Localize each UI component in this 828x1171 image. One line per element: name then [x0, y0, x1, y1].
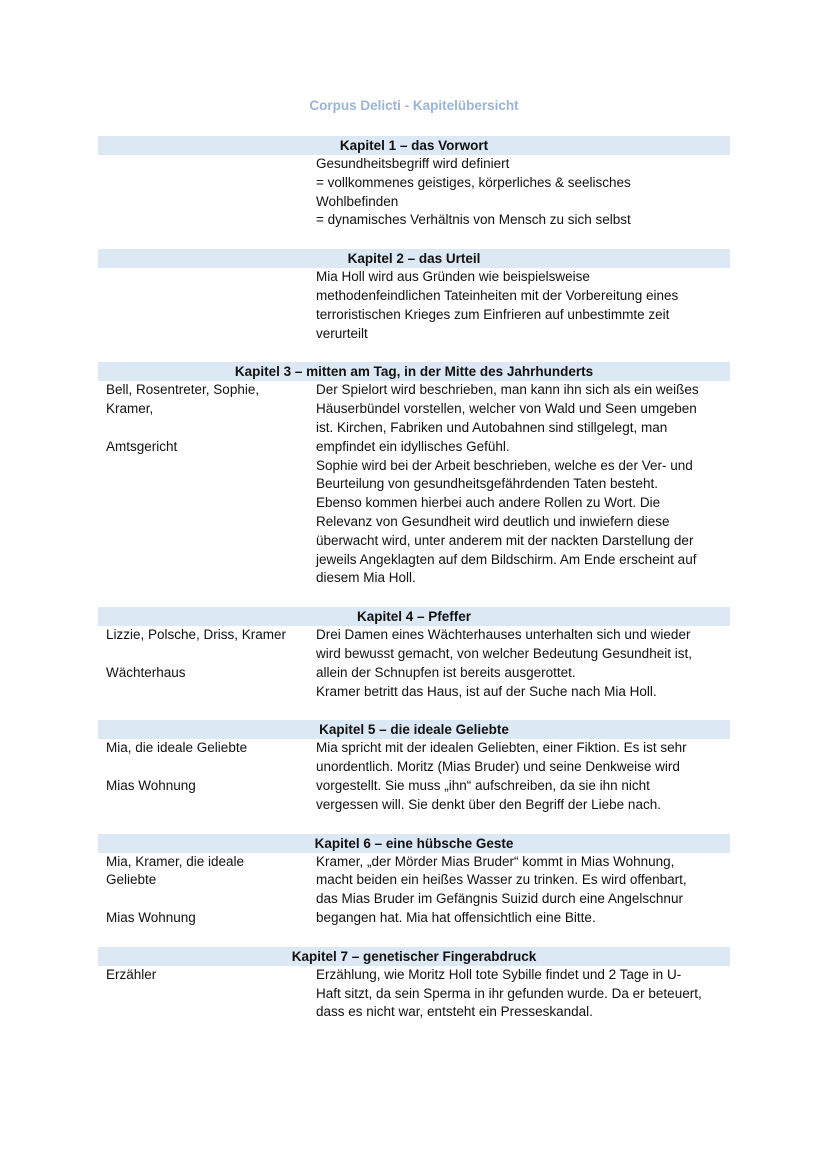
chapter-heading: Kapitel 7 – genetischer Fingerabdruck	[98, 947, 730, 966]
summary-line: Wohlbefinden	[316, 193, 399, 209]
summary-line: Häuserbündel vorstellen, welcher von Wald und Seen umgeben	[316, 401, 697, 417]
summary-line: Mia spricht mit der idealen Geliebten, einer Fiktion. Es ist sehr	[316, 740, 687, 756]
character-line	[106, 645, 308, 664]
chapter-section	[98, 249, 730, 343]
characters-location-column	[98, 155, 308, 230]
summary-line: unordentlich. Moritz (Mias Bruder) und seine Denkweise wird	[316, 759, 680, 775]
summary-line: = dynamisches Verhältnis von Mensch zu sich selbst	[316, 212, 631, 228]
chapter-heading: Kapitel 6 – eine hübsche Geste	[98, 834, 730, 853]
chapter-section	[98, 136, 730, 230]
characters-location-column	[98, 853, 308, 928]
chapter-heading: Kapitel 2 – das Urteil	[98, 249, 730, 268]
character-line: Mia, Kramer, die ideale	[106, 853, 245, 869]
chapter-body	[98, 381, 730, 588]
summary-column	[308, 853, 730, 928]
summary-line: Haft sitzt, da sein Sperma in ihr gefunden wurde. Da er beteuert,	[316, 985, 702, 1001]
summary-column	[308, 268, 730, 343]
character-line: Erzähler	[106, 966, 157, 982]
chapter-section	[98, 607, 730, 701]
summary-line: Ebenso kommen hierbei auch andere Rollen zu Wort. Die	[316, 495, 661, 511]
summary-column	[308, 966, 730, 1022]
chapter-heading: Kapitel 3 – mitten am Tag, in der Mitte des Jahrhunderts	[98, 362, 730, 381]
character-line: Lizzie, Polsche, Driss, Kramer	[106, 627, 287, 643]
chapter-overview-table	[98, 136, 730, 1041]
chapter-body	[98, 155, 730, 230]
summary-line: Sophie wird bei der Arbeit beschrieben, welche es der Ver- und	[316, 457, 693, 473]
summary-line: vergessen will. Sie denkt über den Begriff der Liebe nach.	[316, 796, 661, 812]
character-line	[106, 890, 308, 909]
characters-location-column	[98, 381, 308, 588]
summary-column	[308, 739, 730, 814]
summary-line: diesem Mia Holl.	[316, 570, 416, 586]
summary-line: terroristischen Krieges zum Einfrieren auf unbestimmte zeit	[316, 306, 670, 322]
character-line: Geliebte	[106, 872, 157, 888]
character-line: Wächterhaus	[106, 664, 186, 680]
summary-line: wird bewusst gemacht, von welcher Bedeutung Gesundheit ist,	[316, 645, 692, 661]
summary-line: Gesundheitsbegriff wird definiert	[316, 156, 510, 171]
summary-line: vorgestellt. Sie muss „ihn“ aufschreiben, da sie ihn nicht	[316, 777, 650, 793]
chapter-body	[98, 853, 730, 928]
character-line: Bell, Rosentreter, Sophie,	[106, 382, 260, 398]
summary-line: das Mias Bruder im Gefängnis Suizid durch eine Angelschnur	[316, 891, 683, 907]
summary-line: Mia Holl wird aus Gründen wie beispielsweise	[316, 269, 590, 285]
characters-location-column	[98, 966, 308, 1022]
summary-line: begangen hat. Mia hat offensichtlich eine Bitte.	[316, 909, 596, 925]
summary-line: jeweils Angeklagten auf dem Bildschirm. Am Ende erscheint auf	[316, 551, 697, 567]
chapter-section	[98, 720, 730, 814]
chapter-heading: Kapitel 1 – das Vorwort	[98, 136, 730, 155]
character-line	[106, 419, 308, 438]
chapter-body	[98, 626, 730, 701]
summary-line: Der Spielort wird beschrieben, man kann ihn sich als ein weißes	[316, 382, 699, 398]
chapter-body	[98, 966, 730, 1022]
characters-location-column	[98, 626, 308, 701]
summary-line: methodenfeindlichen Tateinheiten mit der Vorbereitung eines	[316, 287, 679, 303]
character-line: Mias Wohnung	[106, 777, 196, 793]
summary-column	[308, 626, 730, 701]
summary-line: Relevanz von Gesundheit wird deutlich und inwiefern diese	[316, 513, 670, 529]
summary-column	[308, 381, 730, 588]
summary-line: Drei Damen eines Wächterhauses unterhalten sich und wieder	[316, 627, 691, 643]
chapter-heading: Kapitel 5 – die ideale Geliebte	[98, 720, 730, 739]
summary-line: ist. Kirchen, Fabriken und Autobahnen sind stillgelegt, man	[316, 419, 668, 435]
summary-line: überwacht wird, unter anderem mit der nackten Darstellung der	[316, 532, 694, 548]
chapter-section	[98, 947, 730, 1022]
character-line: Kramer,	[106, 401, 154, 417]
character-line: Mia, die ideale Geliebte	[106, 740, 248, 756]
summary-column	[308, 155, 730, 230]
character-line: Mias Wohnung	[106, 909, 196, 925]
chapter-section	[98, 834, 730, 928]
character-line: Amtsgericht	[106, 438, 178, 454]
summary-line: Kramer, „der Mörder Mias Bruder“ kommt in Mias Wohnung,	[316, 853, 675, 869]
summary-line: verurteilt	[316, 325, 368, 341]
chapter-body	[98, 268, 730, 343]
characters-location-column	[98, 739, 308, 814]
summary-line: empfindet ein idyllisches Gefühl.	[316, 438, 510, 454]
page-title: Corpus Delicti - Kapitelübersicht	[309, 98, 519, 113]
summary-line: allein der Schnupfen ist bereits ausgerottet.	[316, 664, 576, 680]
summary-line: macht beiden ein heißes Wasser zu trinken. Es wird offenbart,	[316, 872, 687, 888]
summary-line: Erzählung, wie Moritz Holl tote Sybille findet und 2 Tage in U-	[316, 966, 682, 982]
character-line	[106, 758, 308, 777]
summary-line: Beurteilung von gesundheitsgefährdenden Taten besteht.	[316, 476, 659, 492]
chapter-heading: Kapitel 4 – Pfeffer	[98, 607, 730, 626]
characters-location-column	[98, 268, 308, 343]
chapter-body	[98, 739, 730, 814]
summary-line: = vollkommenes geistiges, körperliches & seelisches	[316, 174, 631, 190]
chapter-section	[98, 362, 730, 588]
summary-line: Kramer betritt das Haus, ist auf der Suche nach Mia Holl.	[316, 683, 657, 699]
summary-line: dass es nicht war, entsteht ein Presseskandal.	[316, 1004, 593, 1020]
